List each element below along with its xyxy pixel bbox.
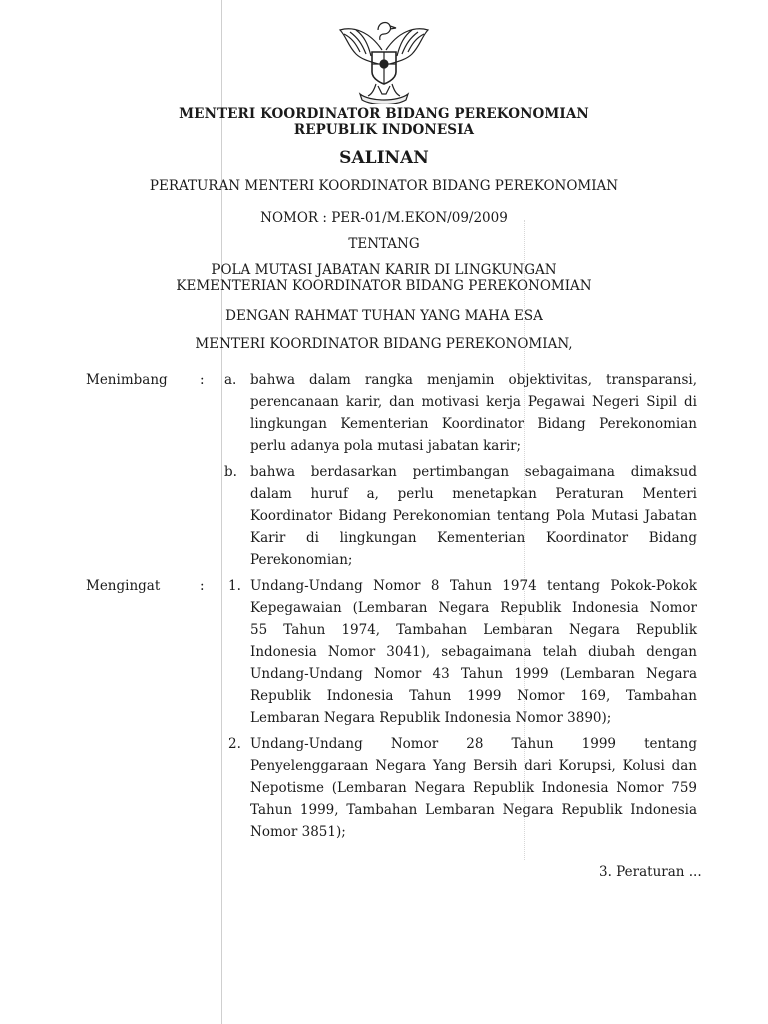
mengingat-item1-line: Undang-Undang Nomor 8 Tahun 1974 tentang Pokok-Pokok	[250, 578, 697, 594]
regulation-title-line1: POLA MUTASI JABATAN KARIR DI LINGKUNGAN	[211, 262, 557, 278]
regulation-title-line2: KEMENTERIAN KOORDINATOR BIDANG PEREKONOMIAN	[176, 278, 592, 294]
minister-line: MENTERI KOORDINATOR BIDANG PEREKONOMIAN,	[195, 336, 573, 352]
mengingat-item2-marker: 2.	[228, 736, 241, 752]
menimbang-a-line: perencanaan karir, dan motivasi kerja Pegawai Negeri Sipil di	[250, 394, 697, 410]
menimbang-a-line: perlu adanya pola mutasi jabatan karir;	[250, 438, 522, 454]
rahmat-line: DENGAN RAHMAT TUHAN YANG MAHA ESA	[225, 308, 543, 324]
menimbang-b-line: dalam huruf a, perlu menetapkan Peraturan Menteri	[250, 486, 697, 502]
mengingat-item1-line: Republik Indonesia Tahun 1999 Nomor 169, Tambahan	[250, 688, 697, 704]
mengingat-item2-line: Tahun 1999, Tambahan Lembaran Negara Republik Indonesia	[250, 802, 697, 818]
regulation-heading: PERATURAN MENTERI KOORDINATOR BIDANG PEREKONOMIAN	[149, 178, 619, 194]
menimbang-a-marker: a.	[224, 372, 237, 388]
mengingat-label: Mengingat	[86, 578, 161, 594]
garuda-emblem-icon	[334, 12, 434, 104]
ministry-title: MENTERI KOORDINATOR BIDANG PEREKONOMIAN	[179, 106, 589, 122]
mengingat-item1-line: Undang-Undang Nomor 43 Tahun 1999 (Lembaran Negara	[250, 666, 697, 682]
mengingat-item1-line: Indonesia Nomor 3041), sebagaimana telah diubah dengan	[250, 644, 697, 660]
mengingat-item1-line: Kepegawaian (Lembaran Negara Republik Indonesia Nomor	[250, 600, 697, 616]
menimbang-colon: :	[200, 372, 205, 388]
menimbang-b-line: Koordinator Bidang Perekonomian tentang Pola Mutasi Jabatan	[250, 508, 697, 524]
menimbang-b-line: bahwa berdasarkan pertimbangan sebagaimana dimaksud	[250, 464, 697, 480]
mengingat-item2-line: Nepotisme (Lembaran Negara Republik Indonesia Nomor 759	[250, 780, 697, 796]
next-page-catchword: 3. Peraturan ...	[599, 864, 702, 880]
regulation-number: NOMOR : PER-01/M.EKON/09/2009	[260, 210, 508, 226]
mengingat-item2-line: Undang-Undang Nomor 28 Tahun 1999 tentang	[250, 736, 697, 752]
mengingat-item1-line: Lembaran Negara Republik Indonesia Nomor 3890);	[250, 710, 612, 726]
mengingat-colon: :	[200, 578, 205, 594]
mengingat-item2-line: Nomor 3851);	[250, 824, 346, 840]
menimbang-b-line: Karir di lingkungan Kementerian Koordinator Bidang	[250, 530, 697, 546]
menimbang-b-line: Perekonomian;	[250, 552, 353, 568]
menimbang-b-marker: b.	[224, 464, 237, 480]
salinan-heading: SALINAN	[339, 148, 429, 168]
mengingat-item1-marker: 1.	[228, 578, 241, 594]
country-title: REPUBLIK INDONESIA	[293, 122, 475, 138]
mengingat-item2-line: Penyelenggaraan Negara Yang Bersih dari Korupsi, Kolusi dan	[250, 758, 697, 774]
menimbang-a-line: lingkungan Kementerian Koordinator Bidang Perekonomian	[250, 416, 697, 432]
menimbang-a-line: bahwa dalam rangka menjamin objektivitas, transparansi,	[250, 372, 697, 388]
menimbang-label: Menimbang	[86, 372, 168, 388]
tentang-heading: TENTANG	[348, 236, 420, 252]
mengingat-item1-line: 55 Tahun 1974, Tambahan Lembaran Negara Republik	[250, 622, 697, 638]
